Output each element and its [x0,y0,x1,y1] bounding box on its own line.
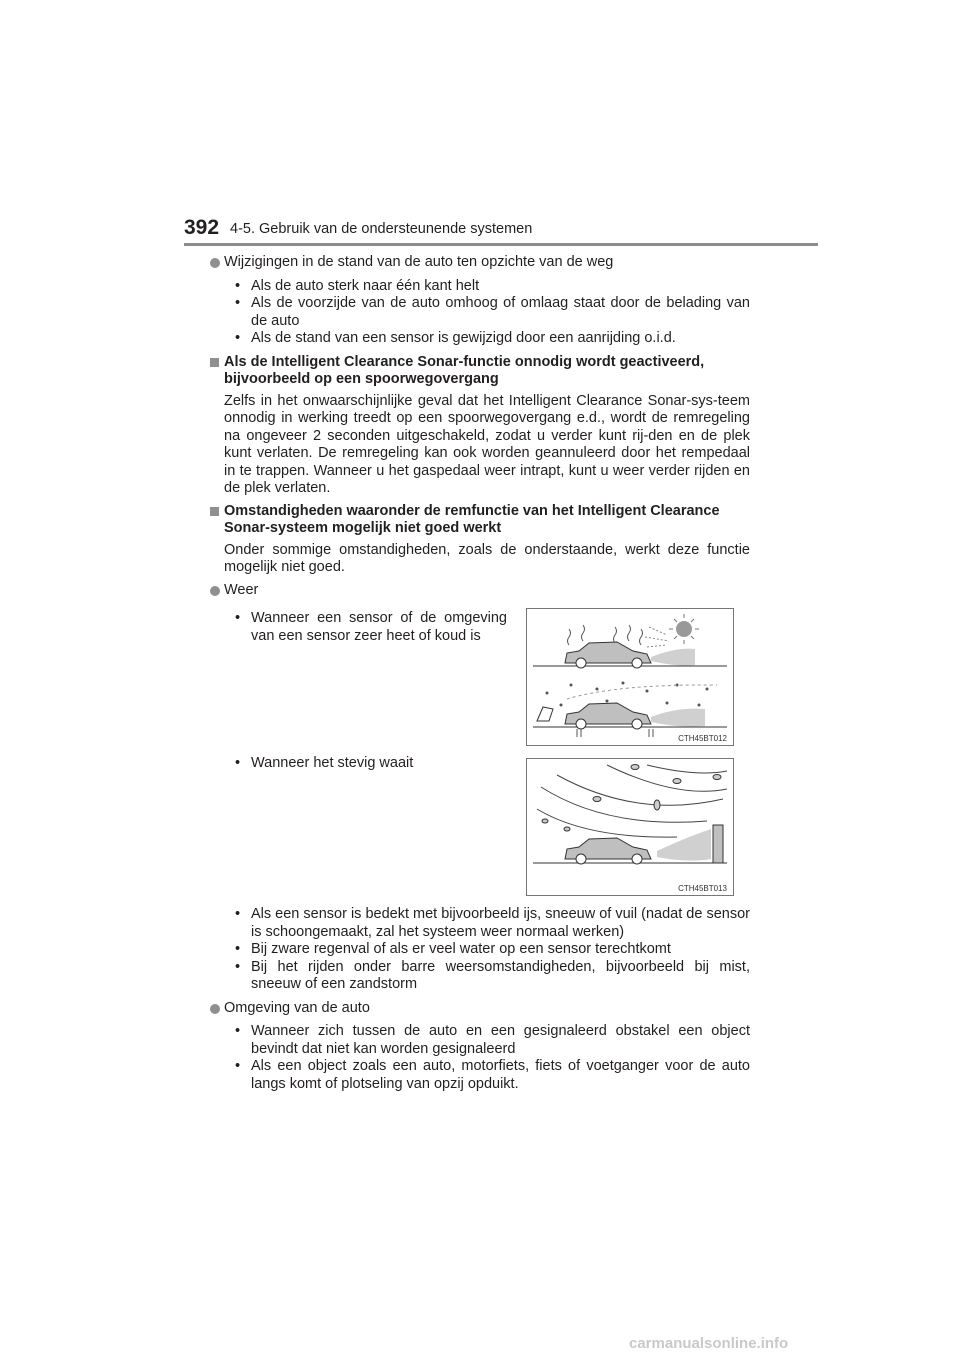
square-bullet-icon [210,358,219,367]
list-item: • Bij zware regenval of als er veel water op een sensor terechtkomt [235,941,750,959]
figure-hot-cold [526,608,734,746]
list-item: • Als een object zoals een auto, motorfiets, fiets of voetganger voor de auto langs komt of plotseling van opzij opduikt. [235,1058,750,1093]
heading-text: Wijzigingen in de stand van de auto ten opzichte van de weg [224,254,614,270]
wind-illustration [527,759,733,895]
figure-code: CTH45BT012 [678,734,727,743]
bullet-list [210,278,750,348]
circle-heading [210,1000,750,1018]
list-item: • Als de auto sterk naar één kant helt [235,278,750,296]
fig-item-hot-cold: • Wanneer een sensor of de omgeving van een sensor zeer heet of koud is [235,610,507,644]
circle-bullet-icon [210,586,220,596]
hot-cold-illustration [527,609,733,745]
header-rule [184,243,818,246]
section-title: 4-5. Gebruik van de ondersteunende systemen [230,221,533,237]
paragraph: Zelfs in het onwaarschijnlijke geval dat het Intelligent Clearance Sonar-sys-teem onnodig in werking treedt op een spoorwegovergang e.d., wordt de remregeling na ongeveer 2 seconden uitgeschakeld, zodat u verder kunt rij-den en de plek kunt verlaten. De remregeling kan ook worden geannuleerd door het rempedaal in te trappen. Wanneer u het gaspedaal weer intrapt, kunt u weer verder rijden en de plek verlaten. [224,392,750,496]
circle-heading [210,582,750,600]
block-position-change [210,254,750,348]
square-bullet-icon [210,507,219,516]
heading-text: Omgeving van de auto [224,999,370,1016]
circle-bullet-icon [210,258,220,268]
page-number: 392 [184,216,220,239]
list-item: • Als een sensor is bedekt met bijvoorbeeld ijs, sneeuw of vuil (nadat de sensor is schoongemaakt, zal het systeem weer normaal werken) [235,906,750,941]
sun-icon [676,621,692,637]
watermark: carmanualsonline.info [629,1335,789,1352]
fig-item-wind: • Wanneer het stevig waait [235,755,414,771]
list-item: • Als de voorzijde van de auto omhoog of omlaag staat door de belading van de auto [235,295,750,330]
list-item: • Als de stand van een sensor is gewijzigd door een aanrijding o.i.d. [235,330,750,348]
paragraph: Onder sommige omstandigheden, zoals de onderstaande, werkt deze functie mogelijk niet goed. [224,541,750,575]
block-unnecessary-activation [210,354,750,498]
block-limitations [210,503,750,600]
lower-content [210,906,750,1099]
figure-code: CTH45BT013 [678,884,727,893]
circle-heading [210,254,750,272]
square-heading [210,354,750,389]
car-icon [565,642,651,668]
bullet-list [210,1023,750,1093]
figure-wind [526,758,734,896]
heading-text: Weer [224,581,259,598]
obstacle-icon [713,825,723,863]
list-item: • Bij het rijden onder barre weersomstandigheden, bijvoorbeeld bij mist, sneeuw of een zandstorm [235,959,750,994]
car-icon [565,838,651,864]
car-icon [565,703,651,729]
heading-text: Als de Intelligent Clearance Sonar-functie onnodig wordt geactiveerd, bijvoorbeeld op een spoorwegovergang [224,353,705,387]
square-heading [210,503,750,538]
bullet-list [210,906,750,994]
main-content [210,254,750,605]
heading-text: Omstandigheden waaronder de remfunctie van het Intelligent Clearance Sonar-systeem mogelijk niet goed werkt [224,502,720,536]
list-item: • Wanneer zich tussen de auto en een gesignaleerd obstakel een object bevindt dat niet kan worden gesignaleerd [235,1023,750,1058]
circle-bullet-icon [210,1004,220,1014]
